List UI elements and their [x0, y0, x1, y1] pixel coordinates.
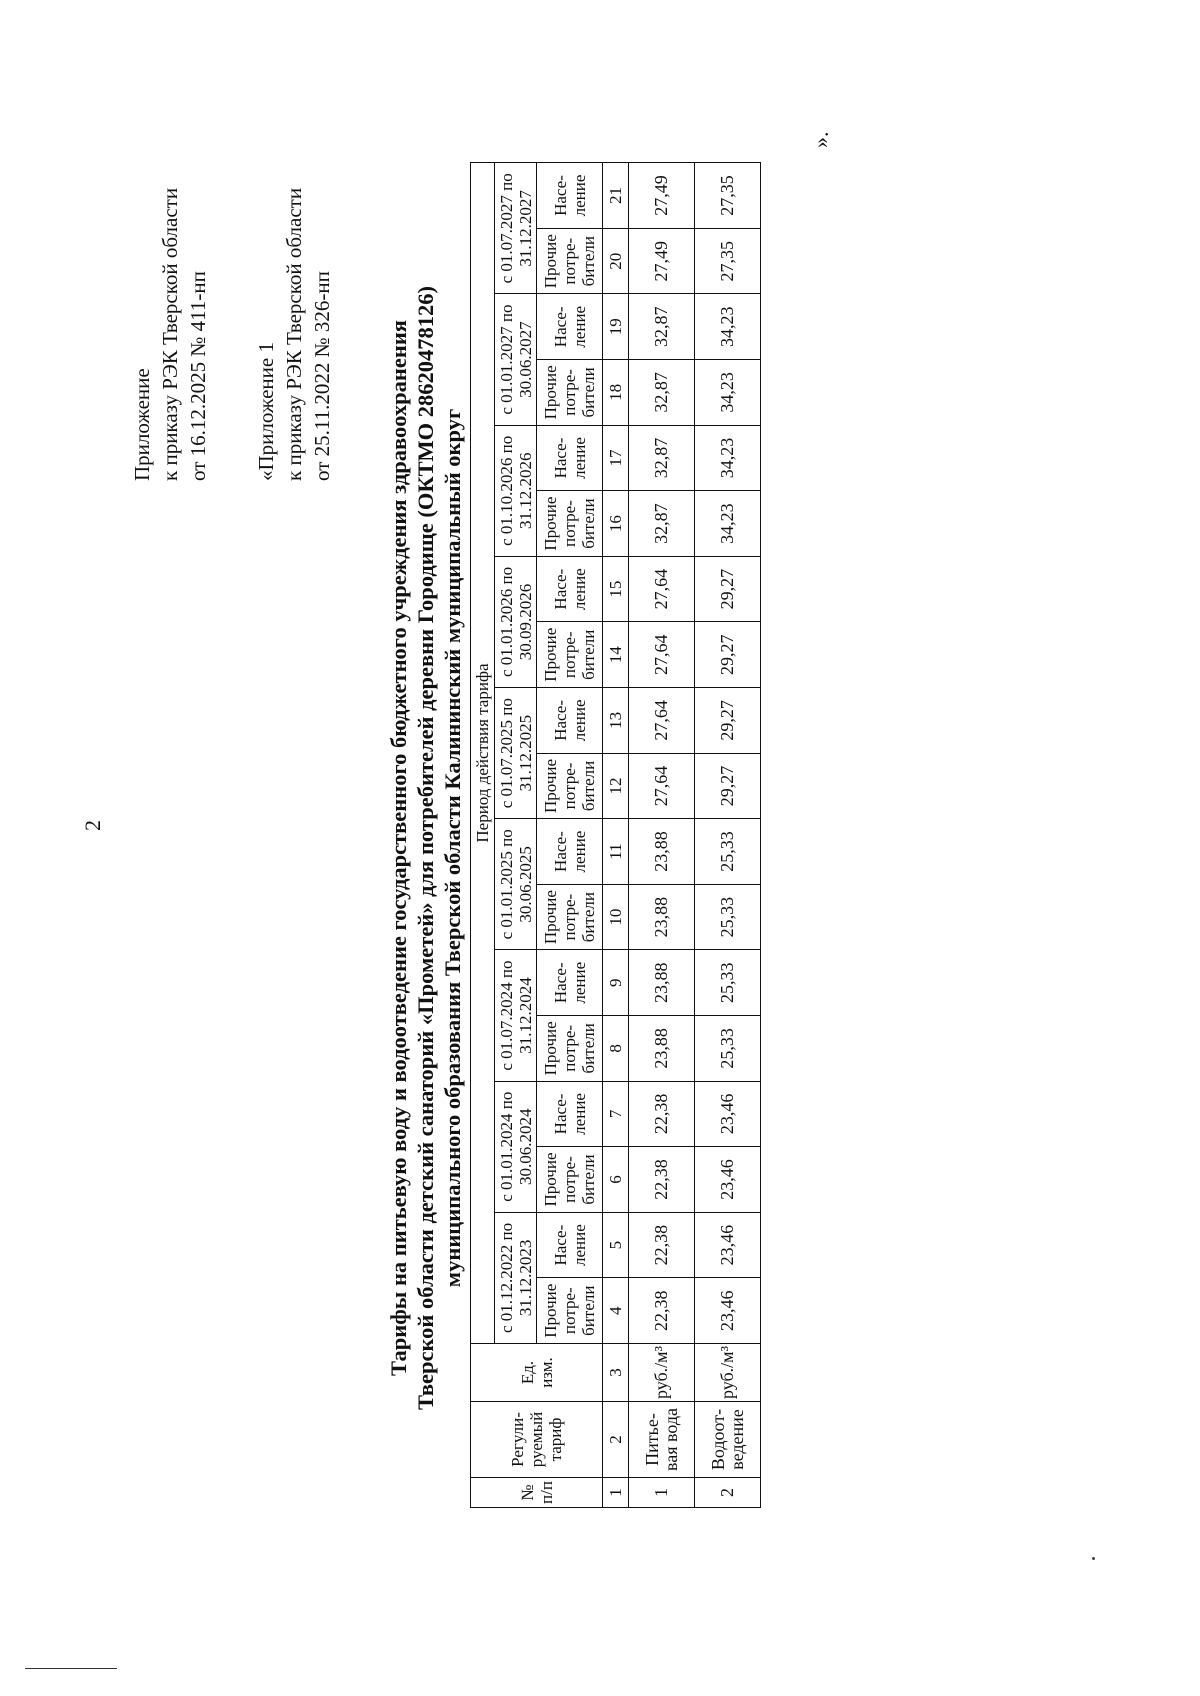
tariff-value: 32,87 [629, 294, 695, 360]
speck [1092, 1557, 1095, 1560]
tariff-value: 32,87 [629, 491, 695, 557]
column-number-8: 8 [603, 1016, 629, 1082]
title-line2: Тверской области детский санаторий «Прометей» для потребителей деревни Городище (ОКТМО 28620478126) [413, 286, 438, 1411]
tariff-value: 25,33 [695, 950, 761, 1016]
tariff-value: 22,38 [629, 1081, 695, 1147]
tariff-value: 34,23 [695, 425, 761, 491]
period-2: с 01.01.2024 по 30.06.2024 [495, 1081, 537, 1212]
column-number-12: 12 [603, 753, 629, 819]
page-number: 2 [80, 820, 105, 831]
header-unit: Ед. изм. [471, 1344, 603, 1402]
sub-population-1: Насе-ление [537, 1212, 603, 1278]
tariff-table [470, 162, 761, 1508]
tariff-value: 27,64 [629, 622, 695, 688]
title-line3: муниципального образования Тверской области Калининский муниципальный округ [440, 408, 465, 1288]
sub-population-9: Насе-ление [537, 163, 603, 229]
tariff-value: 25,33 [695, 819, 761, 885]
annex-current-line1: Приложение [130, 368, 154, 481]
column-number-row [603, 163, 629, 1508]
sub-other-2: Прочие потре-бители [537, 1147, 603, 1213]
column-number-15: 15 [603, 556, 629, 622]
column-number-1: 1 [603, 1478, 629, 1508]
sub-other-3: Прочие потре-бители [537, 1016, 603, 1082]
tariff-value: 29,27 [695, 753, 761, 819]
period-1: с 01.12.2022 по 31.12.2023 [495, 1212, 537, 1343]
tariff-value: 23,88 [629, 950, 695, 1016]
tariff-value: 25,33 [695, 1016, 761, 1082]
header-num: № п/п [471, 1478, 603, 1508]
row-unit: руб./м³ [695, 1344, 761, 1402]
column-number-17: 17 [603, 425, 629, 491]
header-row-subgroups [537, 163, 603, 1508]
column-number-4: 4 [603, 1278, 629, 1344]
row-tariff: Водоот-ведение [695, 1402, 761, 1478]
document-title [385, 0, 466, 1696]
tariff-value: 27,64 [629, 753, 695, 819]
sub-population-6: Насе-ление [537, 556, 603, 622]
column-number-9: 9 [603, 950, 629, 1016]
sub-population-3: Насе-ление [537, 950, 603, 1016]
row-tariff: Питье-вая вода [629, 1402, 695, 1478]
column-number-21: 21 [603, 163, 629, 229]
column-number-3: 3 [603, 1344, 629, 1402]
tariff-value: 27,64 [629, 556, 695, 622]
period-7: с 01.10.2026 по 31.12.2026 [495, 425, 537, 556]
tariff-value: 34,23 [695, 491, 761, 557]
sub-other-6: Прочие потре-бители [537, 622, 603, 688]
margin-mark [25, 1668, 117, 1669]
tariff-value: 23,88 [629, 1016, 695, 1082]
tariff-value: 29,27 [695, 556, 761, 622]
column-number-13: 13 [603, 688, 629, 754]
tariff-value: 27,49 [629, 228, 695, 294]
tariff-value: 27,35 [695, 163, 761, 229]
sub-other-9: Прочие потре-бители [537, 228, 603, 294]
tariff-value: 25,33 [695, 884, 761, 950]
column-number-11: 11 [603, 819, 629, 885]
sub-other-1: Прочие потре-бители [537, 1278, 603, 1344]
annex-current [128, 188, 212, 481]
period-3: с 01.07.2024 по 31.12.2024 [495, 950, 537, 1081]
tariff-value: 27,64 [629, 688, 695, 754]
annex-current-line3: от 16.12.2025 № 411-нп [186, 271, 210, 481]
tariff-value: 22,38 [629, 1278, 695, 1344]
column-number-20: 20 [603, 228, 629, 294]
row-num: 2 [695, 1478, 761, 1508]
tariff-value: 23,46 [695, 1212, 761, 1278]
tariff-value: 34,23 [695, 360, 761, 426]
tariff-value: 32,87 [629, 425, 695, 491]
tariff-value: 23,88 [629, 884, 695, 950]
column-number-18: 18 [603, 360, 629, 426]
sub-other-4: Прочие потре-бители [537, 884, 603, 950]
tariff-value: 23,46 [695, 1081, 761, 1147]
tariff-value: 22,38 [629, 1212, 695, 1278]
sub-population-7: Насе-ление [537, 425, 603, 491]
tariff-value: 27,35 [695, 228, 761, 294]
row-unit: руб./м³ [629, 1344, 695, 1402]
sub-other-8: Прочие потре-бители [537, 360, 603, 426]
tariff-value: 22,38 [629, 1147, 695, 1213]
column-number-7: 7 [603, 1081, 629, 1147]
column-number-14: 14 [603, 622, 629, 688]
sub-population-2: Насе-ление [537, 1081, 603, 1147]
tariff-value: 23,46 [695, 1147, 761, 1213]
period-8: с 01.01.2027 по 30.06.2027 [495, 294, 537, 425]
tariff-value: 29,27 [695, 688, 761, 754]
period-6: с 01.01.2026 по 30.09.2026 [495, 556, 537, 687]
tariff-value: 29,27 [695, 622, 761, 688]
header-period: Период действия тарифа [471, 163, 495, 1344]
column-number-16: 16 [603, 491, 629, 557]
sub-population-4: Насе-ление [537, 819, 603, 885]
period-9: с 01.07.2027 по 31.12.2027 [495, 163, 537, 294]
column-number-10: 10 [603, 884, 629, 950]
tariff-value: 23,46 [695, 1278, 761, 1344]
sub-population-5: Насе-ление [537, 688, 603, 754]
closing-quote: ». [808, 131, 833, 148]
tariff-value: 27,49 [629, 163, 695, 229]
sub-population-8: Насе-ление [537, 294, 603, 360]
column-number-6: 6 [603, 1147, 629, 1213]
sub-other-5: Прочие потре-бители [537, 753, 603, 819]
header-row-period [471, 163, 495, 1508]
annex-previous [252, 188, 336, 481]
title-line1: Тарифы на питьевую воду и водоотведение государственного бюджетного учреждения здравоохранения [386, 320, 411, 1376]
tariff-value: 32,87 [629, 360, 695, 426]
row-num: 1 [629, 1478, 695, 1508]
table-row [695, 163, 761, 1508]
annex-previous-line3: от 25.11.2022 № 326-нп [310, 271, 334, 481]
table-row [629, 163, 695, 1508]
annex-current-line2: к приказу РЭК Тверской области [158, 187, 182, 481]
annex-previous-line2: к приказу РЭК Тверской области [282, 187, 306, 481]
sub-other-7: Прочие потре-бители [537, 491, 603, 557]
tariff-value: 23,88 [629, 819, 695, 885]
tariff-value: 34,23 [695, 294, 761, 360]
column-number-19: 19 [603, 294, 629, 360]
column-number-5: 5 [603, 1212, 629, 1278]
period-4: с 01.01.2025 по 30.06.2025 [495, 819, 537, 950]
header-row-dates [495, 163, 537, 1508]
annex-previous-line1: «Приложение 1 [254, 342, 278, 481]
column-number-2: 2 [603, 1402, 629, 1478]
period-5: с 01.07.2025 по 31.12.2025 [495, 688, 537, 819]
header-tariff: Регули-руемый тариф [471, 1402, 603, 1478]
